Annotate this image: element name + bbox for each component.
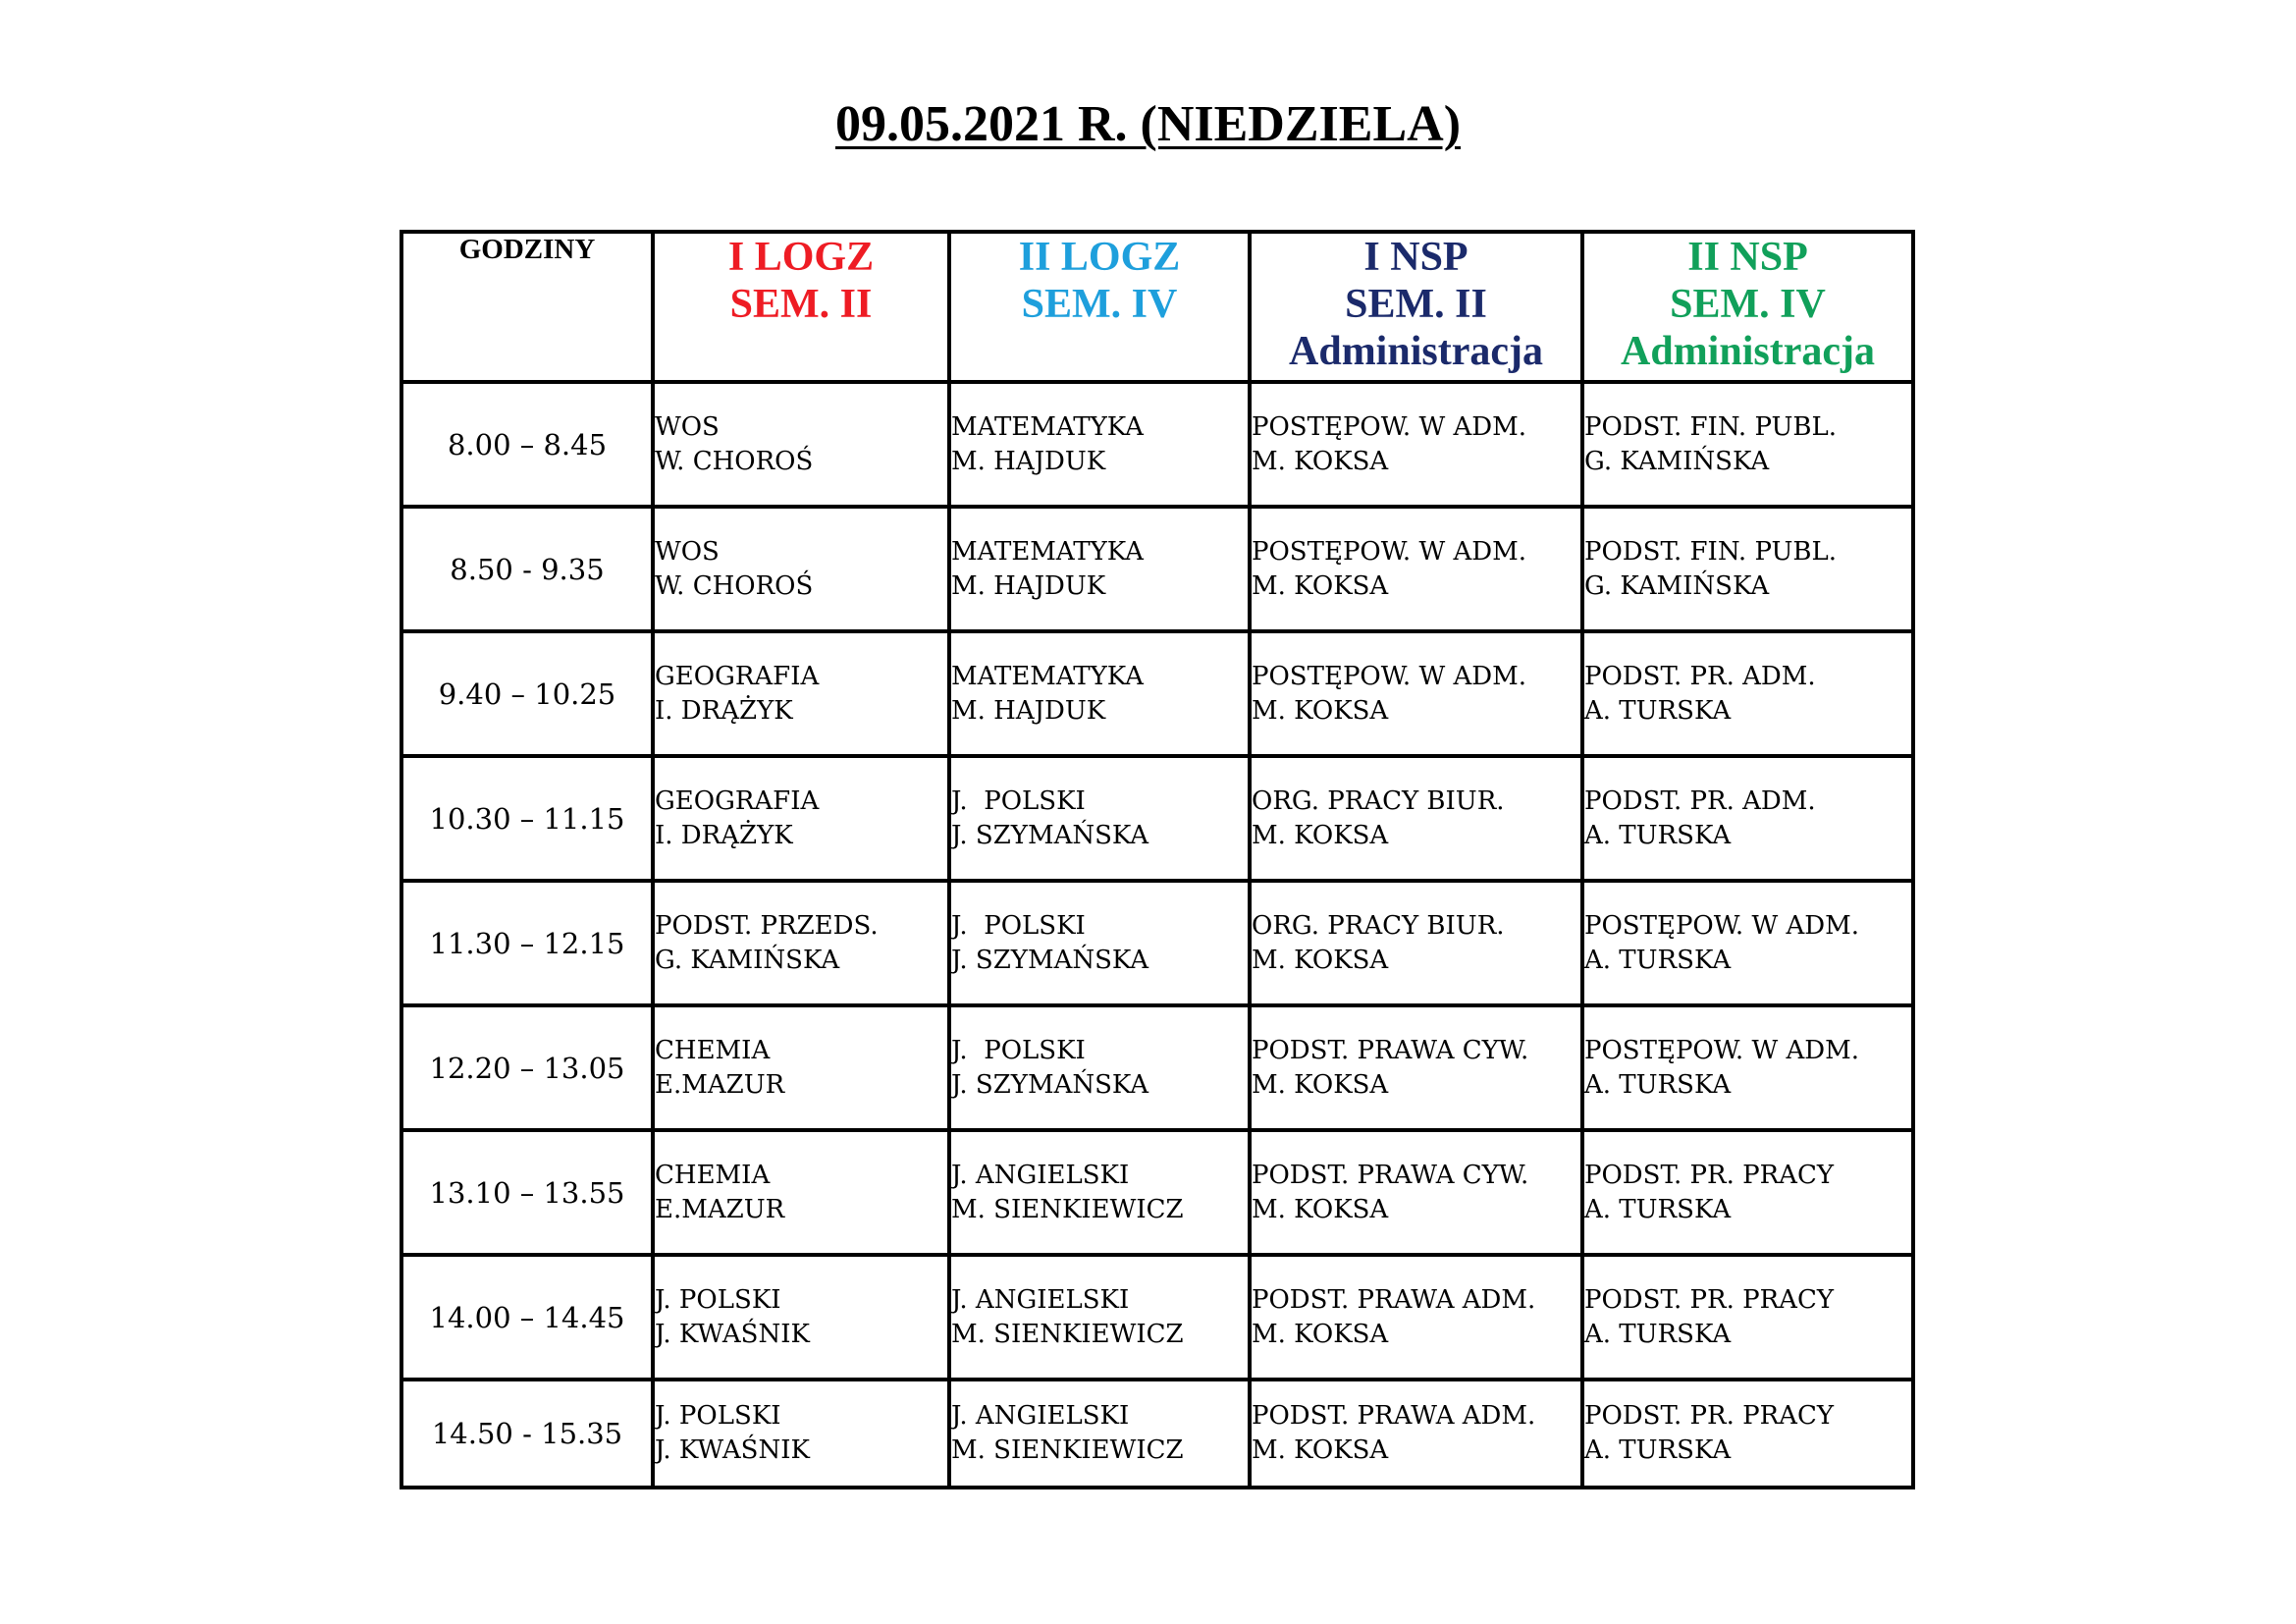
time-slot: 8.00 – 8.45 bbox=[401, 382, 653, 507]
subject-name: J. POLSKI bbox=[655, 1284, 781, 1315]
schedule-body bbox=[401, 382, 1913, 1488]
subject-name: CHEMIA bbox=[655, 1160, 771, 1190]
teacher-name: M. SIENKIEWICZ bbox=[951, 1319, 1184, 1349]
lesson-cell bbox=[653, 507, 949, 631]
teacher-name: M. KOKSA bbox=[1252, 446, 1389, 476]
lesson-cell bbox=[1582, 756, 1913, 881]
time-slot: 14.00 – 14.45 bbox=[401, 1255, 653, 1380]
teacher-name: A. TURSKA bbox=[1584, 1069, 1732, 1100]
group-specialization: Administracja bbox=[1289, 329, 1543, 374]
subject-name: J. POLSKI bbox=[951, 785, 1086, 816]
subject-name: WOS bbox=[655, 411, 720, 442]
lesson-cell bbox=[653, 382, 949, 507]
schedule-row bbox=[401, 631, 1913, 756]
lesson-cell bbox=[1250, 756, 1582, 881]
group-name: I LOGZ bbox=[727, 235, 875, 280]
group-header-i-nsp bbox=[1250, 232, 1582, 382]
teacher-name: A. TURSKA bbox=[1584, 1435, 1732, 1465]
teacher-name: M. KOKSA bbox=[1252, 1194, 1389, 1224]
teacher-name: G. KAMIŃSKA bbox=[655, 945, 840, 975]
teacher-name: G. KAMIŃSKA bbox=[1584, 570, 1770, 601]
lesson-cell bbox=[653, 631, 949, 756]
schedule-row bbox=[401, 382, 1913, 507]
subject-name: PODST. PRAWA CYW. bbox=[1252, 1160, 1529, 1190]
lesson-cell bbox=[949, 881, 1250, 1005]
teacher-name: A. TURSKA bbox=[1584, 1194, 1732, 1224]
teacher-name: W. CHOROŚ bbox=[655, 570, 814, 601]
teacher-name: W. CHOROŚ bbox=[655, 446, 814, 476]
subject-name: PODST. PRZEDS. bbox=[655, 910, 879, 941]
subject-name: J. ANGIELSKI bbox=[951, 1401, 1130, 1431]
subject-name: WOS bbox=[655, 536, 720, 567]
page-title: 09.05.2021 R. (NIEDZIELA) bbox=[834, 96, 1462, 152]
group-semester: SEM. II bbox=[1345, 282, 1487, 327]
teacher-name: J. SZYMAŃSKA bbox=[951, 945, 1149, 975]
header-row bbox=[401, 232, 1913, 382]
teacher-name: J. KWAŚNIK bbox=[655, 1435, 810, 1465]
lesson-cell bbox=[1250, 382, 1582, 507]
subject-name: PODST. PR. PRACY bbox=[1584, 1160, 1835, 1190]
lesson-cell bbox=[1582, 382, 1913, 507]
teacher-name: M. KOKSA bbox=[1252, 820, 1389, 850]
lesson-cell bbox=[1582, 1130, 1913, 1255]
teacher-name: J. SZYMAŃSKA bbox=[951, 1069, 1149, 1100]
lesson-cell bbox=[653, 1255, 949, 1380]
lesson-cell bbox=[1582, 507, 1913, 631]
subject-name: ORG. PRACY BIUR. bbox=[1252, 785, 1505, 816]
group-name: II LOGZ bbox=[1018, 235, 1181, 280]
time-slot: 10.30 – 11.15 bbox=[401, 756, 653, 881]
lesson-cell bbox=[1250, 1255, 1582, 1380]
subject-name: J. POLSKI bbox=[951, 910, 1086, 941]
teacher-name: M. HAJDUK bbox=[951, 446, 1106, 476]
teacher-name: I. DRĄŻYK bbox=[655, 695, 793, 726]
teacher-name: M. KOKSA bbox=[1252, 1069, 1389, 1100]
group-header-ii-logz bbox=[949, 232, 1250, 382]
lesson-cell bbox=[949, 1255, 1250, 1380]
lesson-cell bbox=[1250, 1005, 1582, 1130]
group-semester: SEM. IV bbox=[1670, 282, 1826, 327]
subject-name: J. POLSKI bbox=[951, 1035, 1086, 1065]
time-slot: 9.40 – 10.25 bbox=[401, 631, 653, 756]
lesson-cell bbox=[653, 1380, 949, 1488]
teacher-name: E.MAZUR bbox=[655, 1069, 785, 1100]
group-semester: SEM. II bbox=[729, 282, 873, 327]
lesson-cell bbox=[1250, 631, 1582, 756]
lesson-cell bbox=[1582, 1380, 1913, 1488]
subject-name: MATEMATYKA bbox=[951, 536, 1144, 567]
teacher-name: I. DRĄŻYK bbox=[655, 820, 793, 850]
teacher-name: M. HAJDUK bbox=[951, 570, 1106, 601]
teacher-name: M. KOKSA bbox=[1252, 695, 1389, 726]
lesson-cell bbox=[949, 756, 1250, 881]
lesson-cell bbox=[653, 756, 949, 881]
schedule-row bbox=[401, 756, 1913, 881]
lesson-cell bbox=[1250, 1130, 1582, 1255]
teacher-name: A. TURSKA bbox=[1584, 945, 1732, 975]
subject-name: GEOGRAFIA bbox=[655, 785, 820, 816]
lesson-cell bbox=[949, 631, 1250, 756]
group-header-ii-nsp bbox=[1582, 232, 1913, 382]
time-slot: 14.50 - 15.35 bbox=[401, 1380, 653, 1488]
lesson-cell bbox=[949, 507, 1250, 631]
time-slot: 12.20 – 13.05 bbox=[401, 1005, 653, 1130]
teacher-name: E.MAZUR bbox=[655, 1194, 785, 1224]
teacher-name: J. SZYMAŃSKA bbox=[951, 820, 1149, 850]
group-name: II NSP bbox=[1687, 235, 1808, 280]
teacher-name: M. SIENKIEWICZ bbox=[951, 1435, 1184, 1465]
time-slot: 8.50 - 9.35 bbox=[401, 507, 653, 631]
subject-name: PODST. FIN. PUBL. bbox=[1584, 411, 1838, 442]
lesson-cell bbox=[653, 881, 949, 1005]
subject-name: POSTĘPOW. W ADM. bbox=[1252, 661, 1526, 691]
subject-name: PODST. PR. ADM. bbox=[1584, 661, 1816, 691]
schedule-row bbox=[401, 881, 1913, 1005]
lesson-cell bbox=[1250, 881, 1582, 1005]
lesson-cell bbox=[1582, 631, 1913, 756]
time-slot: 11.30 – 12.15 bbox=[401, 881, 653, 1005]
group-name: I NSP bbox=[1363, 235, 1468, 280]
teacher-name: M. KOKSA bbox=[1252, 1319, 1389, 1349]
subject-name: POSTĘPOW. W ADM. bbox=[1252, 411, 1526, 442]
schedule-row bbox=[401, 1130, 1913, 1255]
subject-name: GEOGRAFIA bbox=[655, 661, 820, 691]
subject-name: J. ANGIELSKI bbox=[951, 1160, 1130, 1190]
lesson-cell bbox=[1582, 1005, 1913, 1130]
subject-name: PODST. PRAWA ADM. bbox=[1252, 1401, 1536, 1431]
teacher-name: M. KOKSA bbox=[1252, 1435, 1389, 1465]
group-semester: SEM. IV bbox=[1021, 282, 1178, 327]
subject-name: CHEMIA bbox=[655, 1035, 771, 1065]
subject-name: POSTĘPOW. W ADM. bbox=[1584, 1035, 1859, 1065]
subject-name: ORG. PRACY BIUR. bbox=[1252, 910, 1505, 941]
lesson-cell bbox=[653, 1005, 949, 1130]
subject-name: PODST. FIN. PUBL. bbox=[1584, 536, 1838, 567]
lesson-cell bbox=[949, 382, 1250, 507]
schedule-table bbox=[400, 230, 1915, 1489]
subject-name: PODST. PR. PRACY bbox=[1584, 1284, 1835, 1315]
schedule-row bbox=[401, 1255, 1913, 1380]
schedule-row bbox=[401, 1005, 1913, 1130]
subject-name: MATEMATYKA bbox=[951, 411, 1144, 442]
time-slot: 13.10 – 13.55 bbox=[401, 1130, 653, 1255]
subject-name: POSTĘPOW. W ADM. bbox=[1584, 910, 1859, 941]
teacher-name: M. KOKSA bbox=[1252, 945, 1389, 975]
lesson-cell bbox=[1582, 881, 1913, 1005]
teacher-name: M. SIENKIEWICZ bbox=[951, 1194, 1184, 1224]
subject-name: PODST. PRAWA CYW. bbox=[1252, 1035, 1529, 1065]
lesson-cell bbox=[1250, 1380, 1582, 1488]
lesson-cell bbox=[949, 1380, 1250, 1488]
hours-column-header: GODZINY bbox=[401, 232, 653, 382]
subject-name: PODST. PR. PRACY bbox=[1584, 1401, 1835, 1431]
lesson-cell bbox=[949, 1130, 1250, 1255]
teacher-name: G. KAMIŃSKA bbox=[1584, 446, 1770, 476]
lesson-cell bbox=[949, 1005, 1250, 1130]
group-specialization: Administracja bbox=[1621, 329, 1875, 374]
schedule-row bbox=[401, 1380, 1913, 1488]
schedule-row bbox=[401, 507, 1913, 631]
subject-name: PODST. PRAWA ADM. bbox=[1252, 1284, 1536, 1315]
teacher-name: M. KOKSA bbox=[1252, 570, 1389, 601]
teacher-name: A. TURSKA bbox=[1584, 820, 1732, 850]
subject-name: MATEMATYKA bbox=[951, 661, 1144, 691]
lesson-cell bbox=[653, 1130, 949, 1255]
subject-name: J. ANGIELSKI bbox=[951, 1284, 1130, 1315]
teacher-name: J. KWAŚNIK bbox=[655, 1319, 810, 1349]
teacher-name: A. TURSKA bbox=[1584, 1319, 1732, 1349]
teacher-name: M. HAJDUK bbox=[951, 695, 1106, 726]
subject-name: J. POLSKI bbox=[655, 1401, 781, 1431]
teacher-name: A. TURSKA bbox=[1584, 695, 1732, 726]
lesson-cell bbox=[1582, 1255, 1913, 1380]
subject-name: POSTĘPOW. W ADM. bbox=[1252, 536, 1526, 567]
subject-name: PODST. PR. ADM. bbox=[1584, 785, 1816, 816]
group-header-i-logz bbox=[653, 232, 949, 382]
lesson-cell bbox=[1250, 507, 1582, 631]
